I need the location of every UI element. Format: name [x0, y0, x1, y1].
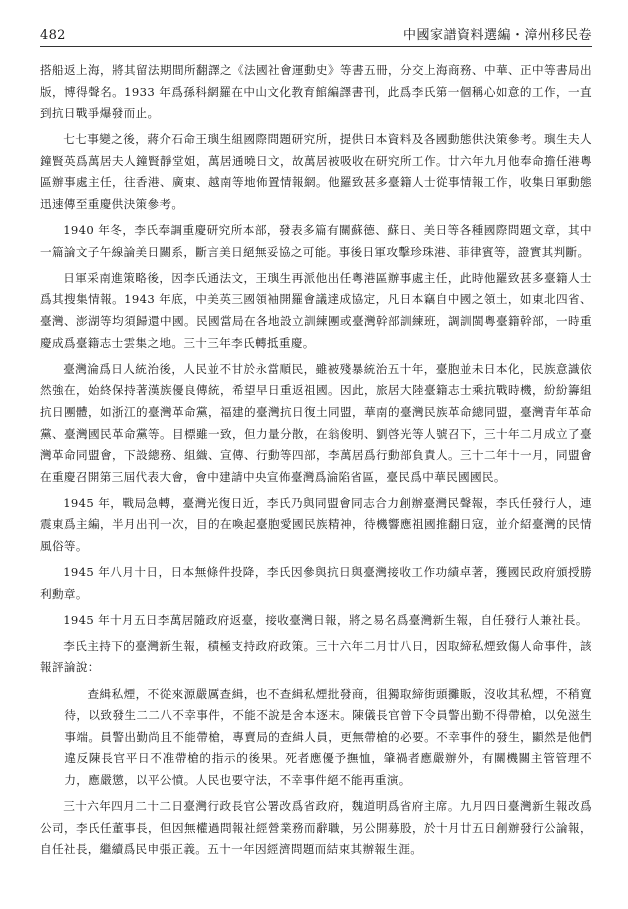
page-number: 482: [40, 28, 66, 43]
paragraph: 1945 年，戰局急轉，臺灣光復日近，李氏乃與同盟會同志合力創辦臺灣民聲報，李氏任發行人，連震東爲主編，半月出刊一次，目的在喚起臺胞愛國民族精神，待機響應祖國推翻日寇，並介紹臺灣的民情風俗等。: [40, 495, 592, 553]
paragraph: 三十六年四月二十二日臺灣行政長官公署改爲省政府，魏道明爲省府主席。九月四日臺灣新生報改爲公司，李氏任董事長，但因無權過問報社經營業務而辭職，另公開募股，於十月廿五日創辦發行公論報，自任社長，繼續爲民申張正義。五十一年因經濟問題而結束其辦報生涯。: [40, 799, 592, 857]
block-quote: 查緝私煙，不從來源嚴厲查緝，也不查緝私煙批發商，徂獨取締街頭攤販，沒收其私煙，不稍寬待，以致發生二二八不幸事件，不能不說是舍本逐末。陳儀長官曾下令員警出勤不得帶槍，以免滋生事端。員警出勤尚且不能帶槍，專賣局的查緝人員，更無帶槍的必要。不幸事件的發生，顯然是他們違反陳長官平日不准帶槍的指示的後果。死者應優予撫恤，肇禍者應嚴辦外，有關機關主管管理不力，應嚴懲，以平公憤。人民也要守法，不幸事件絕不能再重演。: [64, 686, 592, 787]
paragraph: 李氏主持下的臺灣新生報，積極支持政府政策。三十六年二月廿八日，因取締私煙致傷人命事件，該報評論說：: [40, 638, 592, 675]
paragraph: 臺灣淪爲日人統治後，人民並不甘於永當順民，雖被殘暴統治五十年，臺胞並未日本化，民族意識依然強在，始終保持著漢族優良傳統，希望早日重返祖國。因此，旅居大陸臺籍志士乘抗戰時機，紛紛籌組抗日團體，如浙江的臺灣革命黨，福建的臺灣抗日復土同盟，華南的臺灣民族革命總同盟，臺灣青年革命黨、臺灣國民革命黨等。目標雖一致，但力量分散，在翁俊明、劉啓光等人號召下，三十年二月成立了臺灣革命同盟會，下設總務、組織、宣傳、行動等四部，李萬居爲行動部負責人。三十二年十一月，同盟會在重慶召開第三屆代表大會，會中建請中央宣佈臺灣爲淪陷省區，臺民爲中華民國國民。: [40, 361, 592, 484]
paragraph: 日軍采南進策略後，因李氏通法文，王璵生再派他出任粵港區辦事處主任，此時他羅致甚多臺籍人士爲其搜集情報。1943 年底，中美英三國領袖開羅會議達成協定，凡日本竊自中國之領土，如東北四省、臺灣、澎湖等均須歸還中國。民國當局在各地設立訓練團或臺灣幹部訓練班，調訓閩粵臺籍幹部，一時重慶成爲臺籍志士雲集之地。三十三年李氏轉抵重慶。: [40, 270, 592, 350]
paragraph: 1945 年八月十日，日本無條件投降，李氏因參與抗日與臺灣接收工作功績卓著，獲國民政府頒授勝利勳章。: [40, 565, 592, 601]
paragraph: 七七事變之後，蔣介石命王璵生組國際問題研究所，提供日本資料及各國動態供決策參考。璵生夫人鐘賢英爲萬居夫人鐘賢靜堂姐，萬居通曉日文，故萬居被吸收在研究所工作。廿六年九月他奉命擔任港粵區辦事處主任，往香港、廣東、越南等地佈置情報網。他羅致甚多臺籍人士從事情報工作，收集日軍動態迅速傳至重慶供決策參考。: [40, 132, 592, 212]
paragraph-continuation: 搭船返上海，將其留法期間所翻譯之《法國社會運動史》等書五冊，分交上海商務、中華、正中等書局出版，博得聲名。1933 年爲孫科網羅在中山文化教育館編譯書刊，此爲李氏第一個稱心如意的工作，一直到抗日戰爭爆發而止。: [40, 63, 592, 121]
header-rule: [40, 46, 592, 47]
running-header: [40, 23, 592, 43]
book-title: 中國家譜資料選編・漳州移民卷: [402, 28, 592, 43]
paragraph: 1940 年冬，李氏奉調重慶研究所本部，發表多篇有關蘇德、蘇日、美日等各種國際問題文章，其中一篇論文子午線論美日關系，斷言美日絕無妥協之可能。事後日軍攻擊珍珠港、菲律賓等，證實其判斷。: [40, 223, 592, 259]
page-body: [40, 60, 592, 865]
paragraph: 1945 年十月五日李萬居隨政府返臺，接收臺灣日報，將之易名爲臺灣新生報，自任發行人兼社長。: [63, 612, 588, 627]
